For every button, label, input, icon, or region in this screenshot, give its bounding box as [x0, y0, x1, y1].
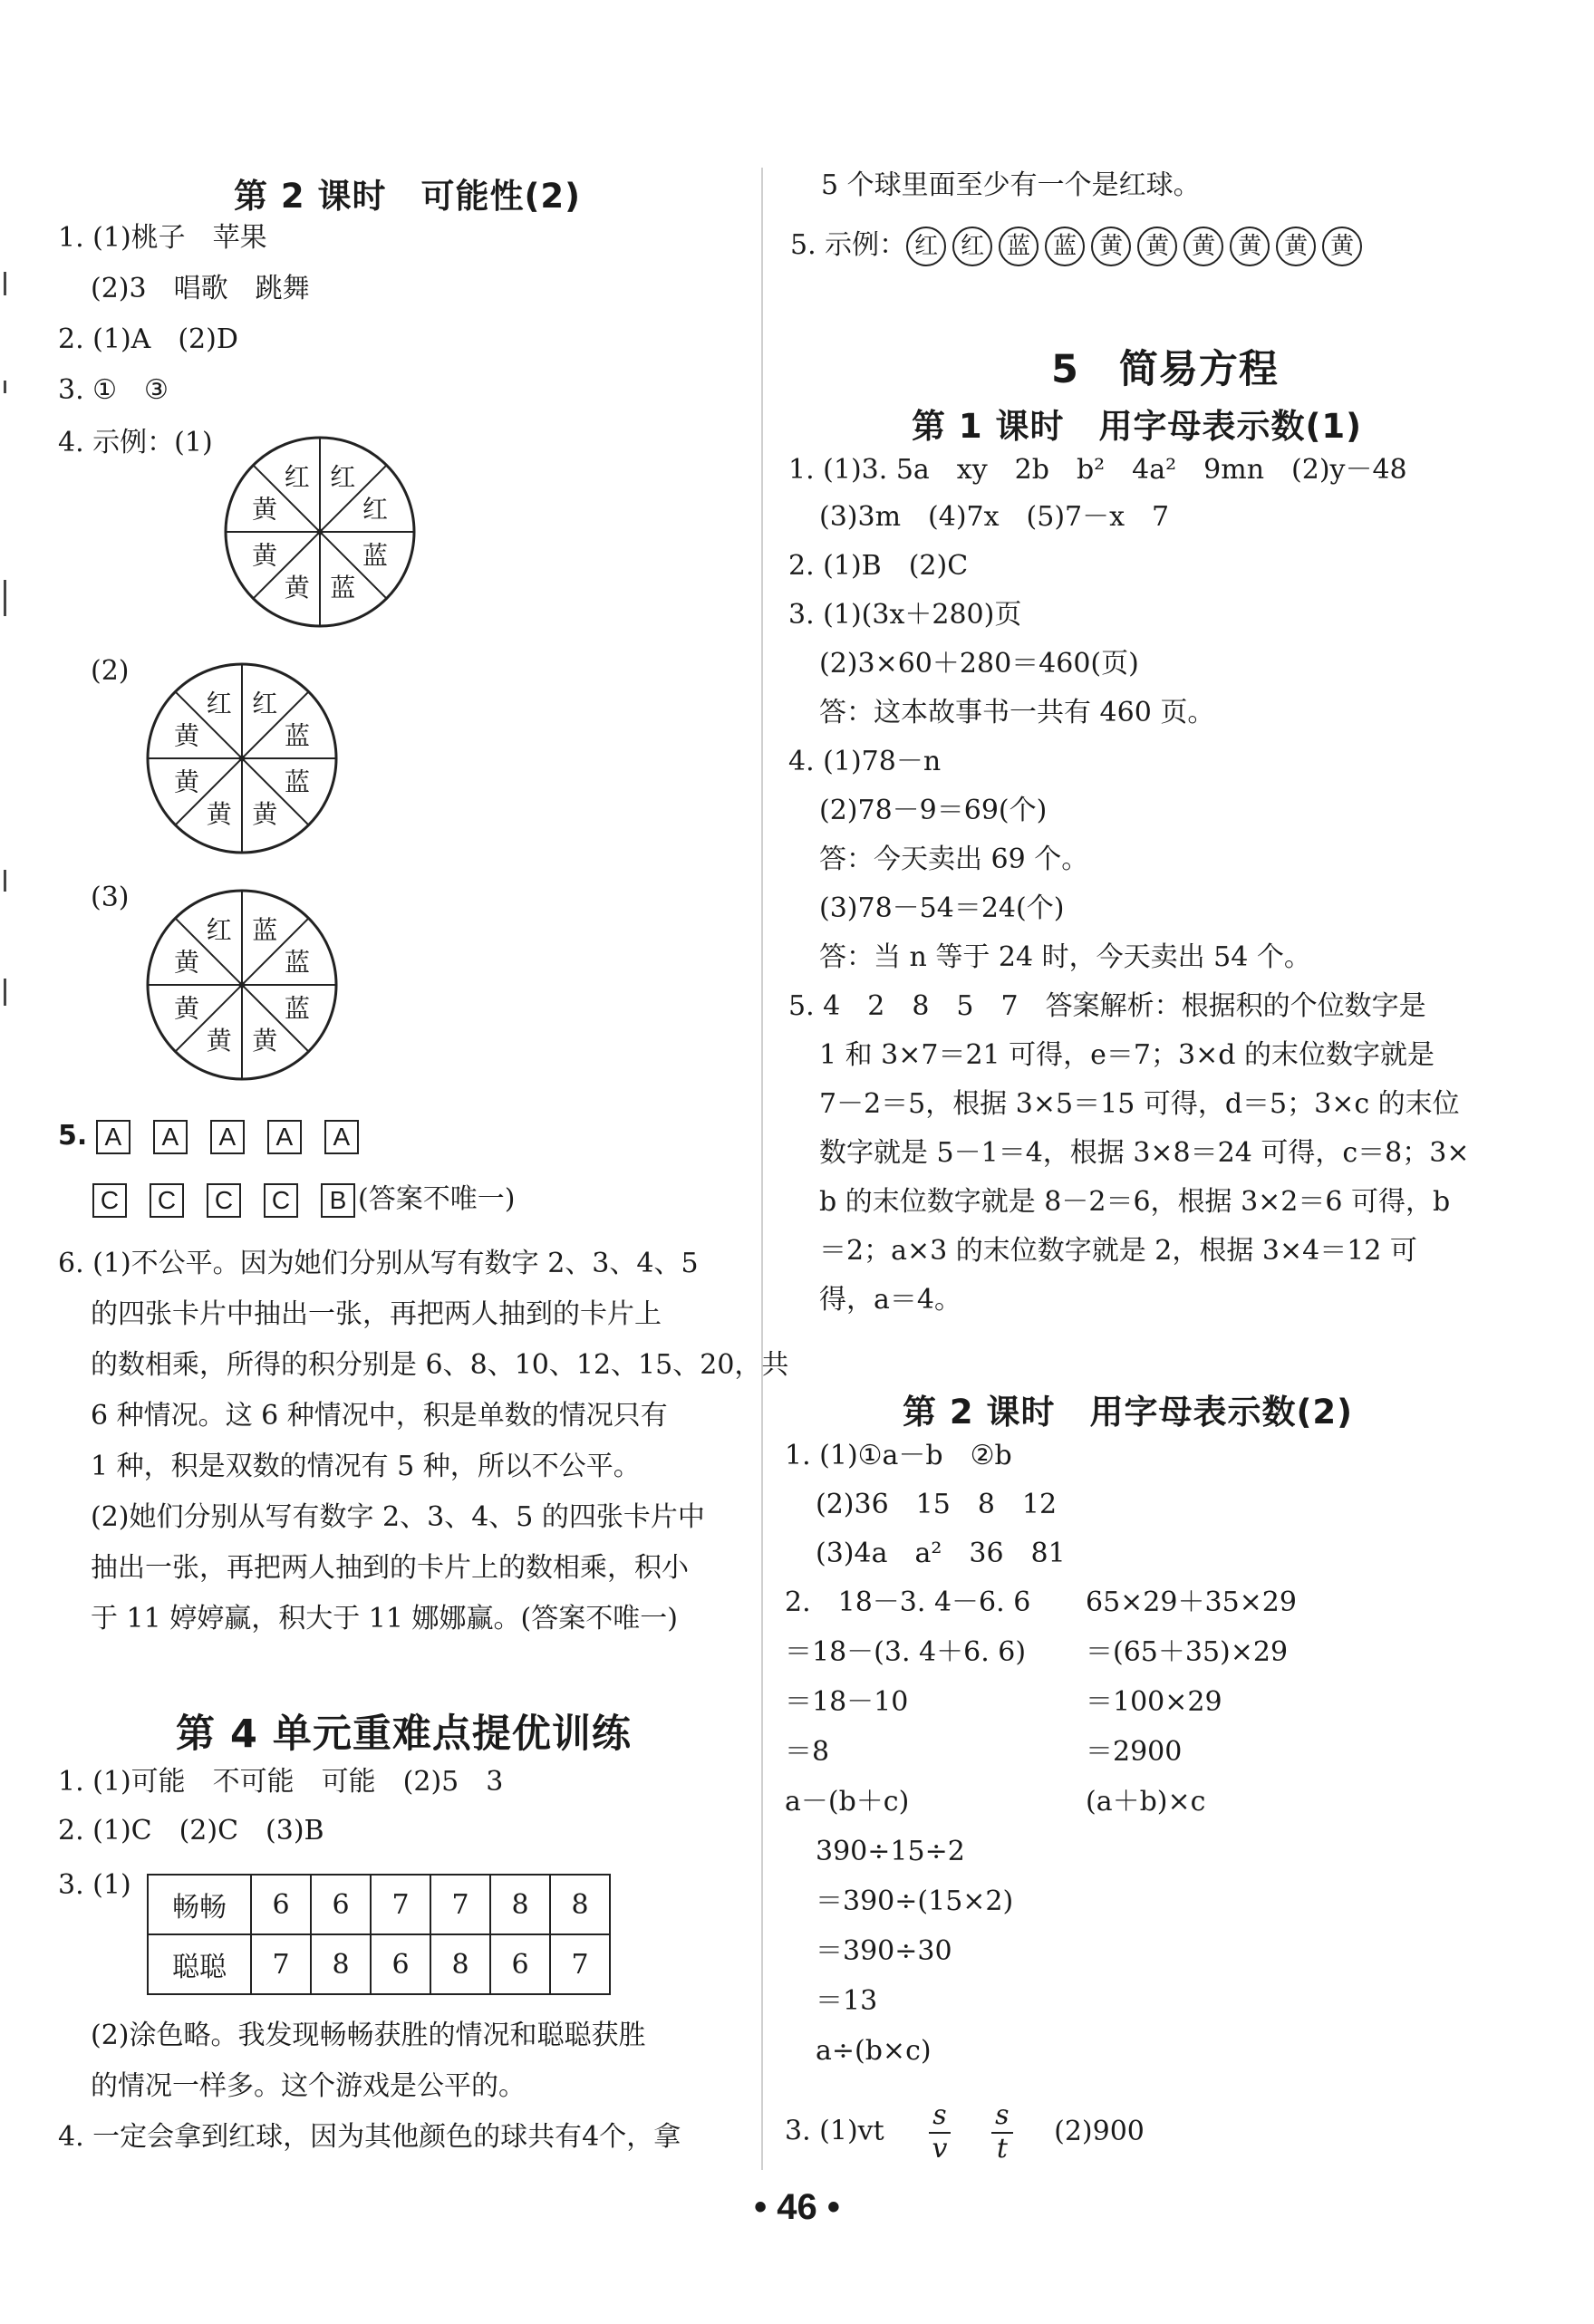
calc-line: ＝390÷(15×2) [816, 1885, 1014, 1917]
answer-line: 的四张卡片中抽出一张，再把两人抽到的卡片上 [91, 1298, 662, 1330]
wheel-sector-label: 黄 [174, 767, 200, 797]
wheel-sector-label: 黄 [252, 1025, 278, 1056]
table-row [148, 1934, 610, 1994]
table-cell: 8 [311, 1934, 371, 1994]
wheel-sector-label: 蓝 [362, 540, 388, 571]
box-row-2 [92, 1183, 378, 1215]
answer-line: 3. (1)(3x＋280)页 [788, 599, 1022, 631]
wheel-sector-label: 黄 [174, 993, 200, 1024]
answer-line: 2. (1)A (2)D [58, 323, 238, 355]
answer-line: 5 个球里面至少有一个是红球。 [821, 169, 1201, 201]
answer-box: C [92, 1183, 127, 1218]
wheel-sector-label: 蓝 [284, 947, 310, 978]
answer-line: 4. 示例：(1) [58, 427, 213, 458]
table-cell: 6 [371, 1934, 430, 1994]
wheel-sector-label: 黄 [174, 947, 200, 978]
answer-line [785, 2100, 1145, 2165]
answer-line [92, 1183, 515, 1218]
b3-end: (2)900 [1054, 2115, 1145, 2147]
calc-line: 65×29＋35×29 [1086, 1586, 1297, 1618]
b3-label: 3. (1)vt [785, 2115, 884, 2147]
answer-line: 2. (1)B (2)C [788, 550, 969, 582]
ball-circle: 黄 [1230, 227, 1270, 266]
answer-box: A [267, 1120, 302, 1154]
box-row-1 [96, 1120, 382, 1152]
answer-line: 1. (1)①a－b ②b [785, 1440, 1012, 1471]
calc-line: ＝390÷30 [816, 1935, 952, 1967]
answer-line [790, 227, 1368, 266]
answer-line: (2) [91, 655, 130, 687]
answer-line: 1. (1)桃子 苹果 [58, 222, 267, 254]
wheel-center [317, 529, 324, 535]
answer-line: (2)涂色略。我发现畅畅获胜的情况和聪聪获胜 [91, 2020, 646, 2051]
answer-line: (2)3 唱歌 跳舞 [91, 273, 310, 304]
answer-line: 7－2＝5，根据 3×5＝15 可得，d＝5；3×c 的末位 [819, 1088, 1460, 1120]
q5-note: (答案不唯一) [358, 1183, 516, 1215]
answer-line: 得，a＝4。 [819, 1284, 961, 1316]
binding-mark [4, 272, 6, 295]
section-title: 第 2 课时 可能性(2) [234, 177, 582, 216]
table-cell: 8 [430, 1934, 490, 1994]
wheel-sector-label: 黄 [206, 798, 232, 829]
answer-line: (2)她们分别从写有数字 2、3、4、5 的四张卡片中 [91, 1501, 705, 1533]
wheel-sector-label: 蓝 [284, 720, 310, 751]
answer-box: A [210, 1120, 245, 1154]
calc-line: 2. 18－3. 4－6. 6 [785, 1586, 1031, 1618]
answer-line: (2)36 15 8 12 [816, 1489, 1058, 1520]
spinner-wheel-1 [221, 433, 419, 631]
r5-label: 5. 示例： [790, 229, 907, 261]
ball-circle: 黄 [1322, 227, 1362, 266]
answer-box: A [96, 1120, 130, 1154]
fraction-numerator: s [929, 2100, 950, 2134]
calc-line: ＝18－(3. 4＋6. 6) [785, 1636, 1027, 1668]
calc-line: ＝100×29 [1086, 1686, 1222, 1718]
table-cell: 8 [550, 1875, 610, 1934]
wheel-sector-label: 红 [206, 915, 232, 946]
wheel-center [239, 756, 246, 762]
fraction-s-over-t [991, 2100, 1012, 2165]
ball-circle: 红 [952, 227, 992, 266]
calc-line: (a＋b)×c [1086, 1786, 1206, 1818]
fraction-numerator: s [991, 2100, 1012, 2134]
ball-circle: 红 [906, 227, 946, 266]
wheel-sector-label: 黄 [252, 798, 278, 829]
section-title: 第 4 单元重难点提优训练 [176, 1712, 632, 1757]
answer-line: 1 种，积是双数的情况有 5 种，所以不公平。 [91, 1451, 641, 1482]
wheel-sector-label: 黄 [284, 572, 310, 603]
answer-box: C [150, 1183, 184, 1218]
answer-line: (3)3m (4)7x (5)7－x 7 [819, 501, 1170, 533]
answer-line: (3)4a a² 36 81 [816, 1538, 1066, 1569]
score-table [147, 1874, 611, 1995]
wheel-sector-label: 黄 [174, 720, 200, 751]
answer-line: 的情况一样多。这个游戏是公平的。 [91, 2070, 526, 2102]
column-divider [761, 168, 763, 2170]
answer-box: B [321, 1183, 355, 1218]
wheel-sector-label: 红 [330, 462, 356, 493]
answer-line: 3. ① ③ [58, 374, 169, 406]
calc-line: a÷(b×c) [816, 2035, 932, 2067]
answer-line: (2)78－9＝69(个) [819, 795, 1048, 826]
row-header: 畅畅 [148, 1875, 251, 1934]
answer-line: 的数相乘，所得的积分别是 6、8、10、12、15、20，共 [91, 1349, 789, 1381]
fraction-s-over-v [929, 2100, 950, 2165]
table-cell: 6 [490, 1934, 550, 1994]
table-cell: 6 [311, 1875, 371, 1934]
wheel-sector-label: 红 [362, 494, 388, 525]
answer-line: 4. 一定会拿到红球，因为其他颜色的球共有4个，拿 [58, 2121, 681, 2153]
answer-line: 数字就是 5－1＝4，根据 3×8＝24 可得，c＝8；3× [819, 1137, 1470, 1169]
calc-line: ＝2900 [1086, 1736, 1183, 1768]
wheel-sector-label: 蓝 [284, 993, 310, 1024]
calc-line: ＝8 [785, 1736, 830, 1768]
answer-line: 6. (1)不公平。因为她们分别从写有数字 2、3、4、5 [58, 1248, 699, 1279]
answer-line: (3)78－54＝24(个) [819, 892, 1065, 924]
answer-line: 答：今天卖出 69 个。 [819, 844, 1089, 875]
answer-box: A [324, 1120, 359, 1154]
spinner-wheel-2 [143, 660, 341, 857]
chapter-title: 5 简易方程 [1051, 347, 1279, 392]
fraction-denominator: v [932, 2132, 948, 2165]
wheel-sector-label: 蓝 [330, 572, 356, 603]
answer-line: 5. 4 2 8 5 7 答案解析：根据积的个位数字是 [788, 990, 1426, 1022]
answer-line: b 的末位数字就是 8－2＝6，根据 3×2＝6 可得，b [819, 1186, 1451, 1218]
binding-mark [4, 979, 6, 1006]
table-cell: 6 [251, 1875, 311, 1934]
wheel-center [239, 982, 246, 988]
q5-number: 5. [58, 1120, 88, 1152]
answer-line: 答：这本故事书一共有 460 页。 [819, 697, 1215, 728]
answer-line: 3. (1) [58, 1869, 131, 1901]
table-cell: 7 [550, 1934, 610, 1994]
answer-line: (2)3×60＋280＝460(页) [819, 648, 1139, 680]
wheel-sector-label: 黄 [252, 540, 278, 571]
answer-line: 1 和 3×7＝21 可得，e＝7；3×d 的末位数字就是 [819, 1039, 1435, 1071]
fraction-denominator: t [996, 2132, 1008, 2165]
table-row [148, 1875, 610, 1934]
binding-mark [4, 870, 6, 892]
table-cell: 7 [371, 1875, 430, 1934]
ball-circle: 黄 [1137, 227, 1177, 266]
answer-line: 答：当 n 等于 24 时，今天卖出 54 个。 [819, 941, 1311, 973]
wheel-sector-label: 蓝 [284, 767, 310, 797]
wheel-sector-label: 红 [252, 689, 278, 719]
ball-circle: 蓝 [1045, 227, 1085, 266]
page-number: • 46 • [754, 2187, 840, 2227]
binding-mark [4, 381, 6, 393]
answer-box: C [207, 1183, 241, 1218]
answer-line: ＝2；a×3 的末位数字就是 2，根据 3×4＝12 可 [819, 1235, 1417, 1267]
ball-circle: 黄 [1183, 227, 1223, 266]
answer-line: 于 11 婷婷赢，积大于 11 娜娜赢。(答案不唯一) [91, 1603, 678, 1635]
answer-line: 1. (1)可能 不可能 可能 (2)5 3 [58, 1766, 504, 1798]
calc-line: 390÷15÷2 [816, 1836, 965, 1867]
ball-circle: 黄 [1091, 227, 1131, 266]
table-cell: 7 [430, 1875, 490, 1934]
binding-mark [4, 580, 6, 616]
wheel-sector-label: 黄 [252, 494, 278, 525]
calc-line: a－(b＋c) [785, 1786, 910, 1818]
calc-line: ＝(65＋35)×29 [1086, 1636, 1289, 1668]
wheel-sector-label: 黄 [206, 1025, 232, 1056]
table-cell: 8 [490, 1875, 550, 1934]
section-title: 第 1 课时 用字母表示数(1) [912, 407, 1363, 446]
answer-line: 抽出一张，再把两人抽到的卡片上的数相乘，积小 [91, 1552, 689, 1584]
calc-line: ＝18－10 [785, 1686, 909, 1718]
answer-line: 2. (1)C (2)C (3)B [58, 1815, 324, 1847]
answer-line: (3) [91, 882, 130, 913]
section-title: 第 2 课时 用字母表示数(2) [903, 1393, 1354, 1432]
wheel-sector-label: 红 [284, 462, 310, 493]
answer-line: 1. (1)3. 5a xy 2b b² 4a² 9mn (2)y－48 [788, 454, 1407, 486]
answer-line: 6 种情况。这 6 种情况中，积是单数的情况只有 [91, 1400, 668, 1432]
answer-line: 4. (1)78－n [788, 746, 942, 777]
row-header: 聪聪 [148, 1934, 251, 1994]
calc-line: ＝13 [816, 1985, 878, 2017]
ball-circle: 黄 [1276, 227, 1316, 266]
ball-circle: 蓝 [999, 227, 1039, 266]
ball-row [906, 229, 1368, 261]
answer-line [58, 1120, 382, 1154]
answer-box: C [264, 1183, 298, 1218]
answer-box: A [153, 1120, 188, 1154]
spinner-wheel-3 [143, 886, 341, 1084]
wheel-sector-label: 蓝 [252, 915, 278, 946]
wheel-sector-label: 红 [206, 689, 232, 719]
table-cell: 7 [251, 1934, 311, 1994]
